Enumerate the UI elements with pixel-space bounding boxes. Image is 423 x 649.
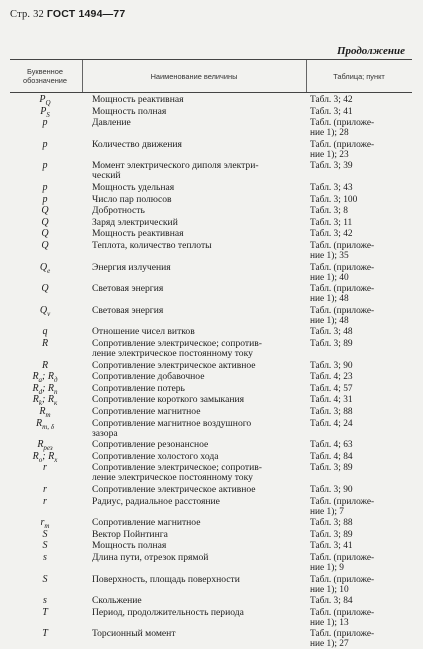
row-table-reference: Табл. 4; 63 [310, 440, 353, 451]
table-row [10, 339, 412, 359]
row-quantity-name: Сопротивление резонансное [92, 439, 209, 451]
row-quantity-name: Мощность удельная [92, 182, 175, 193]
row-quantity-name: Вектор Пойнтинга [92, 528, 168, 540]
row-quantity-name: Добротность [92, 205, 145, 217]
table-row [10, 485, 412, 495]
row-table-reference: Табл. 3; 90 [310, 360, 353, 371]
table-row [10, 419, 412, 439]
row-table-reference: Табл. 3; 11 [310, 217, 353, 228]
row-symbol: p [42, 117, 48, 129]
table-row [10, 553, 412, 573]
table-row [10, 439, 412, 453]
row-table-reference: Табл. 3; 100 [310, 194, 358, 205]
table-row [10, 241, 412, 261]
row-symbol: Q [41, 228, 49, 240]
row-table-reference: Табл. 4; 24 [310, 418, 353, 429]
row-symbol: Q [41, 205, 49, 217]
table-row [10, 161, 412, 181]
table-row [10, 463, 412, 483]
row-symbol: Q [41, 283, 49, 295]
page-number: Стр. 32 [10, 9, 44, 20]
row-symbol: s [43, 595, 47, 607]
row-table-reference: Табл. 4; 84 [310, 451, 353, 462]
row-symbol: r [43, 462, 47, 474]
header-symbol-text: Буквенное обозначение [22, 67, 68, 85]
table-row [10, 575, 412, 595]
row-quantity-name: Сопротивление электрическое активное [92, 484, 256, 495]
row-table-reference: Табл. (приложе- ние 1); 35 [310, 241, 375, 261]
row-quantity-name: Период, продолжительность периода [92, 606, 244, 618]
row-table-reference: Табл. 3; 41 [310, 106, 353, 117]
table-header [10, 59, 412, 93]
row-table-reference: Табл. 3; 43 [310, 183, 353, 193]
table-row [10, 596, 412, 606]
page-header [10, 8, 125, 20]
row-quantity-name: Заряд электрический [92, 216, 178, 228]
row-table-reference: Табл. (приложе- ние 1); 27 [310, 629, 375, 649]
standard-number: ГОСТ 1494—77 [46, 8, 126, 20]
table-row [10, 195, 412, 205]
row-quantity-name: Сопротивление добавочное [92, 371, 205, 383]
row-symbol: $R_d$; $R_п$ [32, 382, 58, 396]
row-table-reference: Табл. (приложе- ние 1); 28 [310, 118, 375, 139]
row-quantity-name: Давление [92, 117, 131, 129]
table-row [10, 95, 412, 105]
table-row [10, 384, 412, 394]
table-row [10, 608, 412, 628]
table-row [10, 530, 412, 540]
row-quantity-name: Мощность полная [92, 540, 167, 552]
row-symbol: $P_Q$ [39, 94, 51, 107]
row-table-reference: Табл. 4; 31 [310, 395, 353, 406]
row-quantity-name: Сопротивление потерь [92, 382, 185, 394]
table-row [10, 452, 412, 462]
table-row [10, 517, 412, 531]
row-table-reference: Табл. 3; 88 [310, 518, 353, 529]
row-symbol: Q [41, 216, 49, 228]
row-table-reference: Табл. 4; 23 [310, 372, 353, 383]
row-table-reference: Табл. (приложе- ние 1); 10 [310, 574, 375, 595]
table-row [10, 107, 412, 117]
row-quantity-name: Теплота, количество теплоты [92, 240, 212, 251]
header-name: Наименование величины [150, 71, 238, 81]
row-symbol: R [41, 338, 49, 349]
table-row [10, 407, 412, 417]
row-table-reference: Табл. (приложе- ние 1); 48 [310, 305, 375, 326]
row-table-reference: Табл. 3; 41 [310, 541, 353, 552]
row-table-reference: Табл. (приложе- ние 1); 23 [310, 139, 375, 160]
row-quantity-name: Сопротивление электрическое; сопротив- ление электрическое постоянному току [92, 338, 262, 359]
table-row [10, 306, 412, 326]
row-quantity-name: Радиус, радиальное расстояние [92, 495, 220, 507]
row-table-reference: Табл. (приложе- ние 1); 40 [310, 262, 375, 283]
row-quantity-name: Мощность полная [92, 105, 167, 117]
row-symbol: $r_m$ [40, 517, 50, 531]
row-symbol: S [42, 540, 48, 552]
table-row [10, 229, 412, 239]
row-quantity-name: Световая энергия [92, 304, 164, 316]
row-symbol: p [42, 182, 48, 193]
row-quantity-name: Число пар полюсов [92, 193, 172, 205]
row-symbol: $P_S$ [40, 105, 50, 119]
row-quantity-name: Сопротивление холостого хода [92, 450, 219, 462]
row-quantity-name: Количество движения [92, 138, 182, 150]
row-quantity-name: Момент электрического диполя электри- ческий [92, 160, 259, 182]
row-quantity-name: Сопротивление магнитное [92, 406, 201, 417]
row-quantity-name: Сопротивление магнитное воздушного зазора [92, 417, 252, 439]
row-quantity-name: Энергия излучения [92, 261, 171, 273]
row-table-reference: Табл. 3; 89 [310, 339, 353, 349]
row-quantity-name: Сопротивление электрическое; сопротив- ление электрическое постоянному току [92, 462, 262, 484]
row-table-reference: Табл. (приложе- ние 1); 7 [310, 496, 375, 517]
row-symbol: r [43, 484, 47, 495]
row-symbol: $R_{рез}$ [37, 439, 53, 453]
row-quantity-name: Торсионный момент [92, 628, 176, 640]
header-symbol [10, 60, 80, 92]
table-row [10, 140, 412, 160]
row-table-reference: Табл. 3; 90 [310, 485, 353, 495]
row-symbol: S [42, 573, 48, 585]
row-symbol: p [42, 193, 48, 205]
row-symbol: $Q_v$ [39, 304, 51, 318]
row-quantity-name: Поверхность, площадь поверхности [92, 573, 240, 585]
table-row [10, 284, 412, 304]
row-symbol: p [42, 160, 48, 172]
row-table-reference: Табл. 3; 42 [310, 229, 353, 240]
row-quantity-name: Сопротивление короткого замыкания [92, 394, 245, 406]
row-symbol: T [42, 606, 48, 618]
row-symbol: T [42, 628, 48, 640]
row-table-reference: Табл. 3; 88 [310, 407, 353, 417]
row-quantity-name: Отношение чисел витков [92, 326, 195, 338]
row-symbol: $R_a$; $R_д$ [32, 371, 58, 385]
row-quantity-name: Мощность реактивная [92, 94, 184, 105]
row-quantity-name: Сопротивление магнитное [92, 517, 201, 529]
row-table-reference: Табл. 3; 84 [310, 596, 353, 607]
row-table-reference: Табл. 3; 89 [310, 529, 353, 540]
table-row [10, 629, 412, 649]
row-symbol: s [43, 552, 47, 563]
row-symbol: S [42, 528, 48, 540]
row-table-reference: Табл. (приложе- ние 1); 48 [310, 284, 375, 305]
row-table-reference: Табл. 3; 42 [310, 95, 353, 105]
table-row [10, 394, 412, 408]
table-row [10, 206, 412, 216]
row-symbol: $R_k$; $R_к$ [32, 394, 58, 408]
table-row [10, 218, 412, 228]
row-symbol: $R_m$ [39, 406, 51, 419]
table-row [10, 497, 412, 517]
table-row [10, 541, 412, 551]
row-symbol: $R_o$; $R_х$ [32, 450, 58, 464]
row-table-reference: Табл. 3; 39 [310, 161, 353, 172]
row-symbol: $Q_e$ [39, 261, 51, 275]
row-symbol: q [42, 326, 48, 338]
row-table-reference: Табл. 3; 48 [310, 327, 353, 338]
row-table-reference: Табл. 3; 8 [310, 206, 348, 217]
table-row [10, 183, 412, 193]
row-quantity-name: Длина пути, отрезок прямой [92, 552, 209, 563]
row-symbol: p [42, 138, 48, 150]
row-table-reference: Табл. 3; 89 [310, 463, 353, 474]
table-row [10, 263, 412, 283]
row-table-reference: Табл. (приложе- ние 1); 13 [310, 607, 375, 628]
row-table-reference: Табл. (приложе- ние 1); 9 [310, 553, 375, 573]
row-symbol: R [41, 359, 49, 371]
continuation-label: Продолжение [336, 45, 405, 57]
header-ref: Таблица; пункт [333, 71, 385, 81]
table-row [10, 327, 412, 337]
row-quantity-name: Скольжение [92, 595, 142, 607]
row-table-reference: Табл. 4; 57 [310, 383, 353, 394]
row-quantity-name: Мощность реактивная [92, 228, 184, 240]
row-symbol: $R_{m, \delta}$ [36, 417, 54, 431]
row-symbol: r [43, 495, 47, 507]
row-quantity-name: Сопротивление электрическое активное [92, 359, 256, 371]
table-row [10, 118, 412, 138]
table-row [10, 361, 412, 371]
row-quantity-name: Световая энергия [92, 283, 164, 295]
table-row [10, 371, 412, 385]
row-symbol: Q [41, 240, 49, 251]
symbols-table [10, 59, 412, 649]
